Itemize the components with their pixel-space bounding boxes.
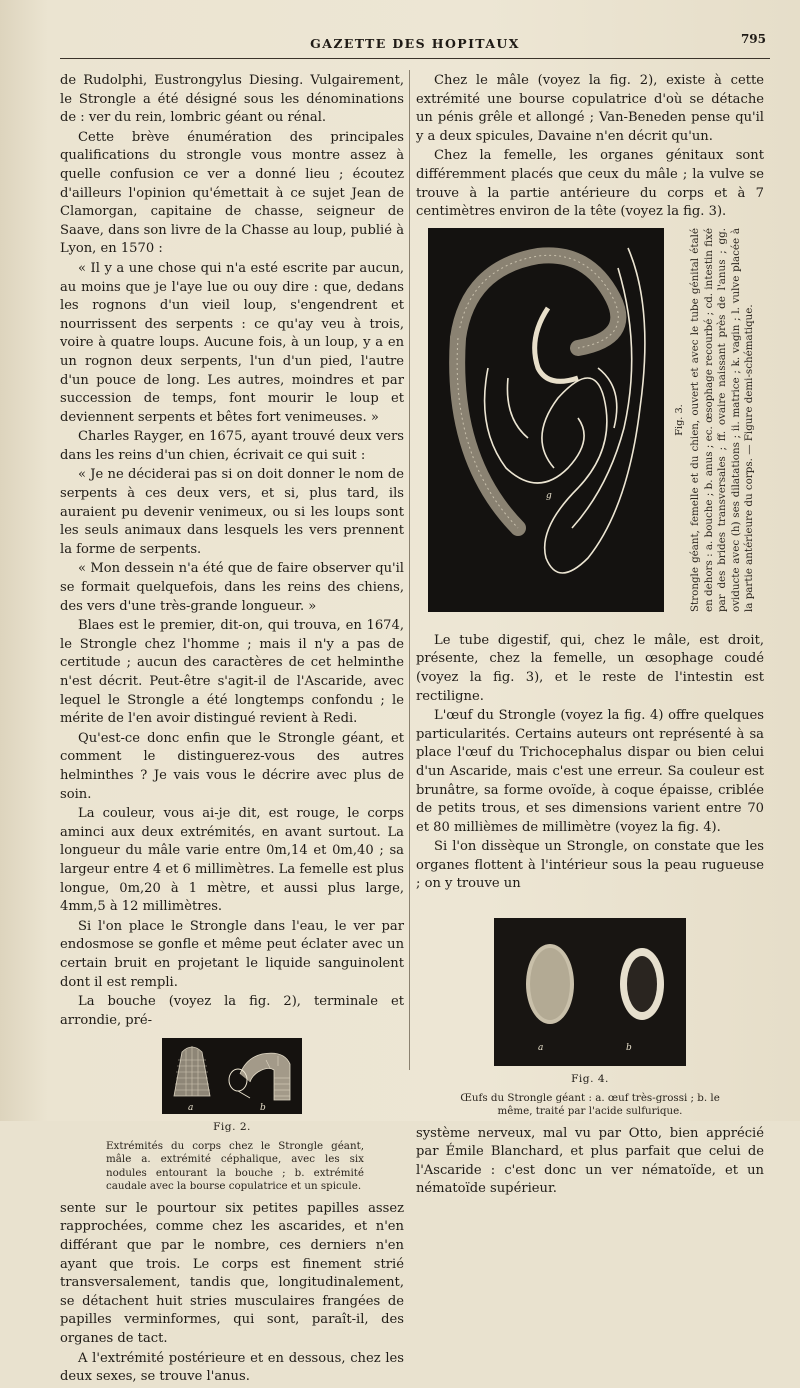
paragraph: Cette brève énumération des principales qualifications du strongle vous montre assez à quelle confusion ce ver a donné lieu ; écoutez d'ailleurs l'opinion qu'émettait à ce sujet Jean de Clamorgan, capitaine de chasse, seigneur de Saave, dans son livre de la Chasse au loup, publié à Lyon, en 1570 : (60, 129, 404, 257)
figure-4-label: Fig. 4. (571, 1073, 609, 1086)
paragraph: Charles Rayger, en 1675, ayant trouvé deux vers dans les reins d'un chien, écrivait ce qui suit : (60, 429, 404, 463)
paragraph: Blaes est le premier, dit-on, qui trouva, en 1674, le Strongle chez l'homme ; mais il n'y a pas de certitude ; aucun des caractères de cet helminthe n'est décrit. Peut-être s'agit-il de l'Ascaride, avec lequel le Strongle a été longtemps confondu ; le mérite de l'en avoir distingué revient à Redi. (60, 618, 404, 727)
figure-3-side-caption (674, 228, 760, 612)
column-divider (409, 70, 410, 1070)
paragraph: de Rudolphi, Eustrongylus Diesing. Vulgairement, le Strongle a été désigné sous les dénominations de : ver du rein, lombric géant ou rénal. (60, 73, 404, 126)
quote-paragraph: « Il y a une chose qui n'a esté escrite par aucun, au moins que je l'aye lue ou ouy dire : que, dedans les rognons d'un vieil loup, s'engendrent et nourrissent des serpents : ce qu'ay veu à trois, voire à quatre loups. Aucune fois, à un loup, y a en un rognon deux serpents, l'un d'un pied, l'autre d'un pouce de long. Les autres, moindres et par succession de temps, font mourir le loup et deviennent serpents et bêtes fort venimeuses. » (60, 260, 404, 425)
left-column (60, 72, 404, 1388)
paragraph: sente sur le pourtour six petites papilles assez rapprochées, comme chez les ascarides, et n'en différant que par le nombre, ces derniers n'en ayant que trois. Le corps est finement strié transversalement, tandis que, longitudinalement, se détachent huit stries musculaires frangées de papilles verminformes, qui sont, paraît-il, des organes de tact. (60, 1200, 404, 1347)
paragraph: La couleur, vous ai-je dit, est rouge, le corps aminci aux deux extrémités, en avant surtout. La longueur du mâle varie entre 0m,14 et 0m,40 ; sa largeur entre 4 et 6 millimètres. La femelle est plus longue, 0m,20 à 1 mètre, et aussi plus large, 4mm,5 à 12 millimètres. (60, 806, 404, 915)
figure-2-label: Fig. 2. (213, 1121, 251, 1134)
strongle-female-drawing (428, 228, 664, 612)
quote-paragraph: « Mon dessein n'a été que de faire observer qu'il se formait quelquefois, dans les reins des chiens, des vers d'une très-grande longueur. » (60, 561, 404, 614)
running-title: GAZETTE DES HOPITAUX (310, 36, 520, 51)
figure-4-engraving (494, 918, 686, 1066)
page-number: 795 (740, 32, 766, 46)
page-header (60, 30, 770, 59)
figure-2 (60, 1038, 404, 1194)
figure-2-marker-b: b (260, 1103, 266, 1114)
paragraph: L'œuf du Strongle (voyez la fig. 4) offre quelques particularités. Certains auteurs ont représenté à sa place l'œuf du Trichocephalus dispar ou bien celui d'un Ascaride, mais c'est une erreur. Sa couleur est brunâtre, sa forme ovoïde, à coque épaisse, criblée de petits trous, et ses dimensions varient entre 70 et 80 millièmes de millimètre (voyez la fig. 4). (416, 708, 764, 835)
worm-extremities-drawing (162, 1038, 302, 1114)
quote-paragraph: « Je ne déciderai pas si on doit donner le nom de serpents à ces deux vers, et si, plus tard, ils auraient pu devenir venimeux, ou si les loups sont les seuls animaux dans lesquels les vers prennent la forme de serpents. (60, 467, 404, 557)
paragraph: Si l'on place le Strongle dans l'eau, le ver par endosmose se gonfle et même peut éclater avec un certain bruit en projetant le liquide sanguinolent dont il est rempli. (60, 918, 404, 990)
figure-4-caption: Œufs du Strongle géant : a. œuf très-grossi ; b. le même, traité par l'acide sulfurique. (460, 1091, 720, 1118)
figure-3 (416, 228, 764, 624)
figure-4-marker-a: a (538, 1043, 544, 1054)
figure-4-marker-b: b (626, 1043, 632, 1054)
figure-2-caption: Extrémités du corps chez le Strongle géant, mâle a. extrémité céphalique, avec les six nodules entourant la bouche ; b. extrémité caudale avec la bourse copulatrice et un spicule. (106, 1139, 364, 1193)
paragraph: A l'extrémité postérieure et en dessous, chez les deux sexes, se trouve l'anus. (60, 1350, 404, 1385)
figure-3-label: Fig. 3. (674, 404, 685, 436)
paragraph: Le tube digestif, qui, chez le mâle, est droit, présente, chez la femelle, un œsophage coudé (voyez la fig. 3), et le reste de l'intestin est rectiligne. (416, 632, 764, 704)
right-column (416, 72, 764, 1200)
figure-3-caption: Strongle géant, femelle et du chien, ouvert et avec le tube génital étalé en dehors : a. bouche ; b. anus ; ec. œsophage recourbé ; cd. intestin fixé par des brides transversales ; ff. ovaire naissant près de l'anus ; gg. oviducte avec (h) ses dilatations ; ii. matrice ; k. vagin ; l. vulve placée à la partie antérieure du corps. — Figure demi-schématique. (689, 227, 756, 612)
paragraph: Chez le mâle (voyez la fig. 2), existe à cette extrémité une bourse copulatrice d'où se détache un pénis grêle et allongé ; Van-Beneden pense qu'il y a deux spicules, Davaine n'en décrit qu'un. (416, 73, 764, 144)
figure-3-engraving (428, 228, 664, 612)
paragraph: La bouche (voyez la fig. 2), terminale et arrondie, pré- (60, 994, 404, 1028)
figure-3-rotated-text (674, 228, 760, 612)
paragraph: système nerveux, mal vu par Otto, bien apprécié par Émile Blanchard, et plus parfait que celui de l'Ascaride : c'est donc un ver nématoïde, et un nématoïde supérieur. (416, 1125, 764, 1197)
paragraph: Chez la femelle, les organes génitaux sont différemment placés que ceux du mâle ; la vulve se trouve à la partie antérieure du corps et à 7 centimètres environ de la tête (voyez la fig. 3). (416, 148, 764, 220)
figure-2-marker-a: a (188, 1103, 194, 1114)
eggs-drawing (494, 918, 686, 1066)
figure-3-marker: g (546, 490, 552, 501)
figure-4 (416, 918, 764, 1119)
paragraph: Si l'on dissèque un Strongle, on constate que les organes flottent à l'intérieur sous la peau rugueuse ; on y trouve un (416, 839, 764, 892)
figure-2-engraving (162, 1038, 302, 1114)
paragraph: Qu'est-ce donc enfin que le Strongle géant, et comment le distinguerez-vous des autres helminthes ? Je vais vous le décrire avec plus de soin. (60, 730, 404, 802)
